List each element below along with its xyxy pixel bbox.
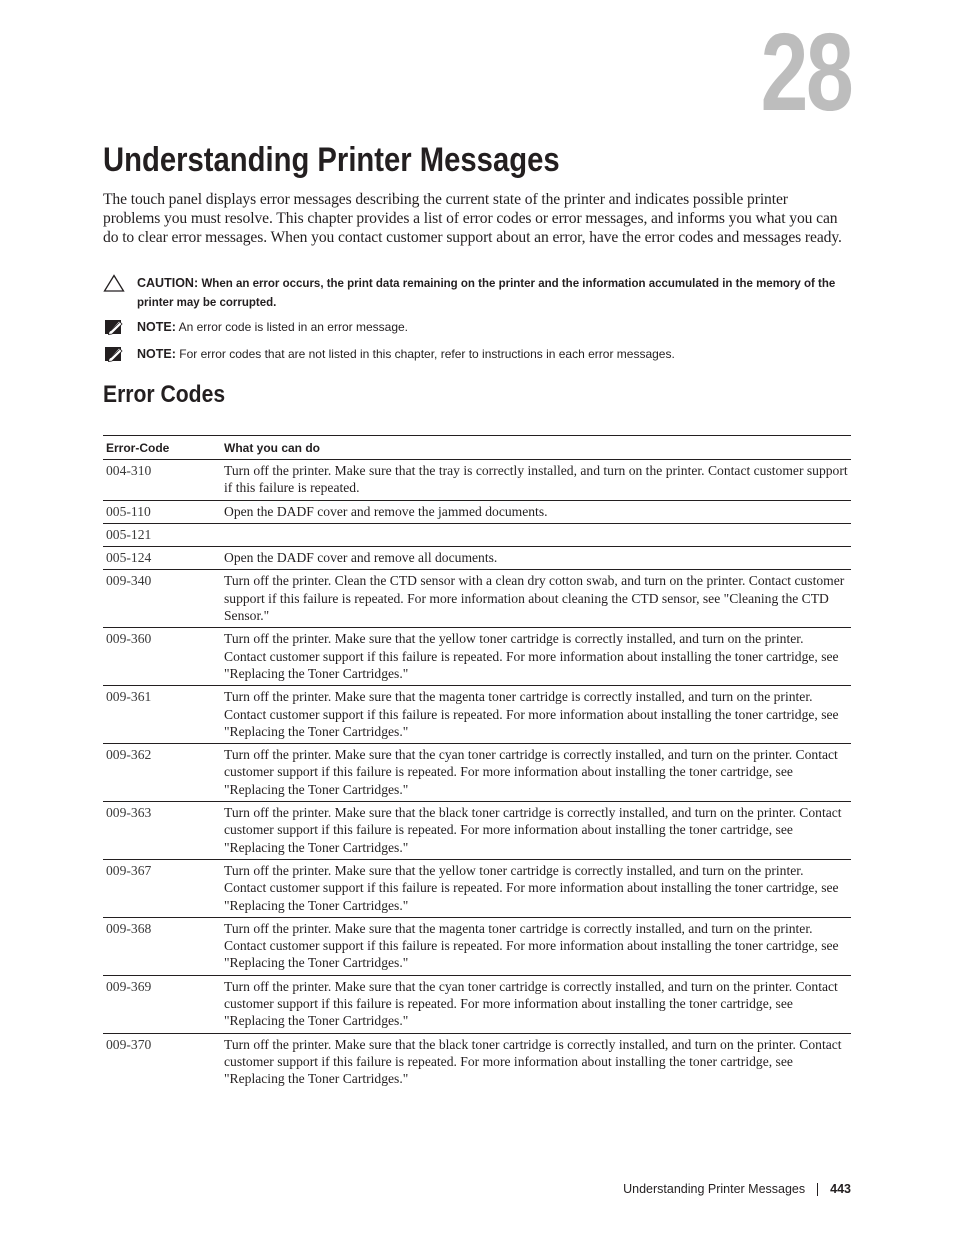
caution-triangle-icon bbox=[103, 274, 125, 292]
error-code-cell: 005-110 bbox=[103, 500, 221, 523]
note-notice bbox=[103, 318, 848, 336]
page-title: Understanding Printer Messages bbox=[103, 141, 560, 179]
action-cell: Turn off the printer. Make sure that the cyan toner cartridge is correctly installed, and turn on the printer. Contact customer support if this failure is repeated. For more information about installing the toner cartridge, see "Replacing the Toner Cartridges." bbox=[221, 975, 851, 1033]
table-row bbox=[103, 500, 851, 523]
error-code-cell: 009-368 bbox=[103, 917, 221, 975]
action-cell: Turn off the printer. Make sure that the tray is correctly installed, and turn on the printer. Contact customer support if this failure is repeated. bbox=[221, 460, 851, 501]
table-row bbox=[103, 628, 851, 686]
table-row bbox=[103, 523, 851, 546]
note-body: An error code is listed in an error message. bbox=[178, 320, 408, 334]
action-cell: Turn off the printer. Make sure that the magenta toner cartridge is correctly installed, and turn on the printer. Contact customer support if this failure is repeated. For more information about installing the toner cartridge, see "Replacing the Toner Cartridges." bbox=[221, 917, 851, 975]
error-code-cell: 005-121 bbox=[103, 523, 221, 546]
table-row bbox=[103, 686, 851, 744]
error-code-cell: 004-310 bbox=[103, 460, 221, 501]
note-lead: NOTE: bbox=[137, 347, 176, 361]
caution-notice bbox=[103, 274, 848, 312]
note-pencil-icon bbox=[103, 318, 125, 336]
column-header-what-you-can-do: What you can do bbox=[221, 436, 851, 460]
table-row bbox=[103, 547, 851, 570]
error-code-cell: 009-361 bbox=[103, 686, 221, 744]
action-cell: Turn off the printer. Make sure that the black toner cartridge is correctly installed, and turn on the printer. Contact customer support if this failure is repeated. For more information about installing the toner cartridge, see "Replacing the Toner Cartridges." bbox=[221, 802, 851, 860]
footer-title: Understanding Printer Messages bbox=[623, 1182, 806, 1196]
table-row bbox=[103, 802, 851, 860]
error-code-cell: 009-369 bbox=[103, 975, 221, 1033]
error-code-cell: 009-362 bbox=[103, 744, 221, 802]
note-text bbox=[137, 345, 848, 363]
table-row bbox=[103, 859, 851, 917]
caution-lead: CAUTION: bbox=[137, 276, 199, 290]
action-cell: Open the DADF cover and remove all documents. bbox=[221, 547, 851, 570]
error-code-cell: 009-370 bbox=[106, 1036, 152, 1052]
caution-body: When an error occurs, the print data remaining on the printer and the information accumulated in the memory of the printer may be corrupted. bbox=[137, 278, 836, 309]
page-footer bbox=[623, 1181, 851, 1197]
error-code-cell: 009-367 bbox=[103, 859, 221, 917]
table-row bbox=[103, 975, 851, 1033]
table-row bbox=[103, 1033, 851, 1090]
chapter-number: 28 bbox=[760, 11, 851, 134]
section-title: Error Codes bbox=[103, 381, 226, 408]
action-cell: Open the DADF cover and remove the jammed documents. bbox=[221, 500, 851, 523]
error-code-cell: 009-340 bbox=[103, 570, 221, 628]
table-row bbox=[103, 917, 851, 975]
table-row bbox=[103, 460, 851, 501]
table-row bbox=[103, 744, 851, 802]
action-cell: Turn off the printer. Make sure that the yellow toner cartridge is correctly installed, and turn on the printer. Contact customer support if this failure is repeated. For more information about installing the toner cartridge, see "Replacing the Toner Cartridges." bbox=[221, 859, 851, 917]
note-body: For error codes that are not listed in this chapter, refer to instructions in each error messages. bbox=[179, 347, 675, 361]
action-cell: Turn off the printer. Make sure that the yellow toner cartridge is correctly installed, and turn on the printer. Contact customer support if this failure is repeated. For more information about installing the toner cartridge, see "Replacing the Toner Cartridges." bbox=[221, 628, 851, 686]
note-pencil-icon bbox=[103, 345, 125, 363]
table-row bbox=[103, 570, 851, 628]
page-number: 443 bbox=[830, 1182, 851, 1196]
caution-text bbox=[137, 274, 848, 312]
action-cell: Turn off the printer. Make sure that the magenta toner cartridge is correctly installed, and turn on the printer. Contact customer support if this failure is repeated. For more information about installing the toner cartridge, see "Replacing the Toner Cartridges." bbox=[221, 686, 851, 744]
note-lead: NOTE: bbox=[137, 320, 176, 334]
error-code-cell: 009-363 bbox=[103, 802, 221, 860]
note-notice bbox=[103, 345, 848, 363]
error-code-cell: 005-124 bbox=[103, 547, 221, 570]
error-code-cell: 009-360 bbox=[103, 628, 221, 686]
error-code-table bbox=[103, 435, 851, 1091]
action-cell: Turn off the printer. Make sure that the black toner cartridge is correctly installed, and turn on the printer. Contact customer support if this failure is repeated. For more information about installing the toner cartridge, see "Replacing the Toner Cartridges." bbox=[224, 1036, 842, 1087]
intro-paragraph: The touch panel displays error messages describing the current state of the printer and indicates possible printer problems you must resolve. This chapter provides a list of error codes or error messages, and informs you what you can do to clear error messages. When you contact customer support about an error, have the error codes and messages ready. bbox=[103, 191, 842, 246]
action-cell: Turn off the printer. Make sure that the cyan toner cartridge is correctly installed, and turn on the printer. Contact customer support if this failure is repeated. For more information about installing the toner cartridge, see "Replacing the Toner Cartridges." bbox=[221, 744, 851, 802]
action-cell: Turn off the printer. Clean the CTD sensor with a clean dry cotton swab, and turn on the printer. Contact customer support if this failure is repeated. For more information about cleaning the CTD sensor, see "Cleaning the CTD Sensor." bbox=[221, 570, 851, 628]
action-cell bbox=[221, 523, 851, 546]
column-header-error-code: Error-Code bbox=[103, 436, 221, 460]
footer-separator bbox=[817, 1183, 818, 1196]
note-text bbox=[137, 318, 848, 336]
table-header-row bbox=[103, 436, 851, 460]
